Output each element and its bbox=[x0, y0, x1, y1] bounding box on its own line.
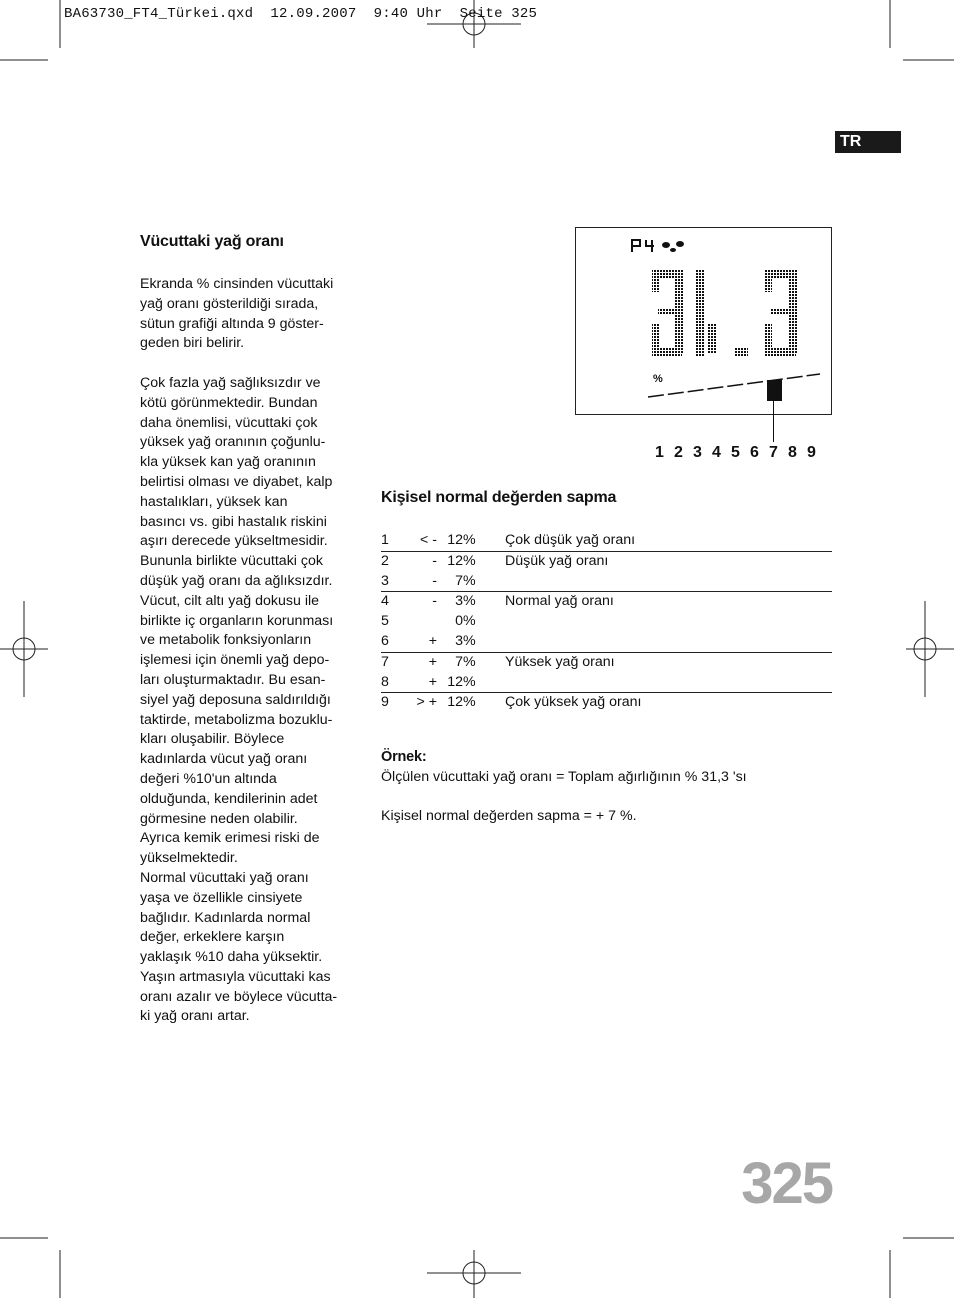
row-percent: % bbox=[463, 532, 476, 548]
row-label bbox=[505, 572, 832, 592]
row-value: 12 bbox=[437, 551, 463, 571]
example-line-deviation: Kişisel normal değerden sapma = + 7 %. bbox=[381, 808, 637, 825]
row-index: 6 bbox=[381, 632, 389, 649]
row-index: 4 bbox=[381, 592, 413, 612]
row-value: 3 bbox=[437, 592, 463, 612]
unit-label: % bbox=[653, 373, 663, 385]
table-row bbox=[381, 592, 832, 612]
row-index: 2 bbox=[381, 551, 413, 571]
language-tab: TR bbox=[835, 131, 901, 153]
row-percent: % bbox=[463, 693, 505, 713]
row-percent: % bbox=[463, 613, 476, 630]
file-slug-header: BA63730_FT4_Türkei.qxd 12.09.2007 9:40 Uhr Seite 325 bbox=[64, 6, 538, 22]
row-sign: - bbox=[413, 592, 437, 612]
row-label bbox=[505, 632, 832, 652]
left-column-text bbox=[140, 275, 355, 1027]
example-block bbox=[381, 748, 841, 827]
segment-number: 4 bbox=[712, 444, 721, 461]
section-heading-deviation: Kişisel normal değerden sapma bbox=[381, 489, 617, 506]
row-percent: % bbox=[463, 572, 476, 589]
pointer-line bbox=[773, 400, 774, 442]
row-label: Normal yağ oranı bbox=[505, 592, 832, 612]
segment-number: 3 bbox=[693, 444, 702, 461]
reading-digits bbox=[652, 270, 797, 356]
row-percent: % bbox=[463, 592, 505, 612]
page-number: 325 bbox=[741, 1151, 832, 1216]
table-row bbox=[381, 572, 832, 592]
row-value: 7 bbox=[455, 572, 463, 589]
row-sign: < - bbox=[420, 532, 437, 548]
row-index: 3 bbox=[381, 572, 389, 589]
row-index: 8 bbox=[381, 673, 389, 690]
table-row bbox=[381, 632, 832, 652]
active-segment-bar bbox=[767, 380, 782, 401]
paragraph-normal: Normal vücuttaki yağ oranı yaşa ve özellikle cinsiyete bağlıdır. Kadınlarda normal değer, erkeklere karşın yaklaşık %10 daha yüksektir. Yaşın artmasıyla vücuttaki kas oranı azalır ve böylece vücutta- ki yağ oranı artar. bbox=[140, 869, 338, 1025]
row-value: 7 bbox=[437, 652, 463, 672]
row-percent: % bbox=[463, 551, 505, 571]
row-sign: - bbox=[413, 551, 437, 571]
paragraph-health: Çok fazla yağ sağlıksızdır ve kötü görünmektedir. Bundan daha önemlisi, vücuttaki çok yüksek yağ oranının çoğunlu- kla yüksek kan yağ oranının belirtisi olması ve diyabet, kalp hastalıkları, yüksek kan basıncı vs. gibi hastalık riskini aşırı derecede yükseltmesidir. Bununla birlikte vücuttaki çok düşük yağ oranı da ağlıksızdır. Vücut, cilt altı yağ dokusu ile birlikte iç organların korunması ve metabolik fonksiyonların işlemesi için önemli yağ depo- ları oluşturmaktadır. Bu esan- siyel yağ deposuna saldırıldığı taktirde, metabolizma bozuklu- kları oluşabilir. Böylece kadınlarda vücut yağ oranı değeri %10'un altında olduğunda, kendilerinin adet görmesine neden olabilir. Ayrıca kemik erimesi riski de yükselmektedir. bbox=[140, 374, 334, 867]
segment-number: 7 bbox=[769, 444, 778, 461]
segment-number: 2 bbox=[674, 444, 683, 461]
table-row bbox=[381, 673, 832, 693]
example-line-measured: Ölçülen vücuttaki yağ oranı = Toplam ağırlığının % 31,3 'sı bbox=[381, 768, 747, 785]
segment-number: 8 bbox=[788, 444, 797, 461]
row-value: 12 bbox=[447, 532, 463, 548]
example-heading: Örnek: bbox=[381, 749, 427, 765]
segment-number: 9 bbox=[807, 444, 816, 461]
segment-number: 6 bbox=[750, 444, 759, 461]
segment-baseline bbox=[648, 374, 820, 397]
row-label bbox=[505, 673, 832, 693]
table-row bbox=[381, 693, 832, 713]
row-label bbox=[505, 612, 832, 632]
table-row bbox=[381, 551, 832, 571]
spacer bbox=[381, 788, 841, 808]
segment-number: 5 bbox=[731, 444, 740, 461]
row-sign: + bbox=[413, 652, 437, 672]
user-code-p4 bbox=[632, 240, 654, 252]
row-value: 12 bbox=[447, 673, 463, 690]
row-index: 5 bbox=[381, 613, 389, 630]
segment-numbers bbox=[655, 444, 826, 462]
deviation-table bbox=[381, 531, 832, 713]
segment-number: 1 bbox=[655, 444, 664, 461]
row-index: 9 bbox=[381, 693, 413, 713]
row-sign: + bbox=[428, 673, 437, 690]
row-label: Çok yüksek yağ oranı bbox=[505, 693, 832, 713]
section-heading-fat-ratio: Vücuttaki yağ oranı bbox=[140, 233, 284, 250]
row-index: 7 bbox=[381, 652, 413, 672]
lcd-illustration bbox=[576, 228, 831, 414]
person-icon bbox=[662, 241, 684, 252]
row-index: 1 bbox=[381, 532, 389, 548]
row-sign: > + bbox=[413, 693, 437, 713]
row-sign: - bbox=[432, 572, 437, 589]
table-row bbox=[381, 531, 832, 551]
table-row bbox=[381, 612, 832, 632]
row-label: Çok düşük yağ oranı bbox=[505, 532, 636, 548]
row-sign: + bbox=[428, 632, 437, 649]
row-value: 12 bbox=[437, 693, 463, 713]
row-sign bbox=[413, 612, 437, 632]
row-label: Düşük yağ oranı bbox=[505, 551, 832, 571]
row-value: 0 bbox=[455, 613, 463, 630]
row-percent: % bbox=[463, 673, 476, 690]
table-row bbox=[381, 652, 832, 672]
row-percent: % bbox=[463, 652, 505, 672]
scale-display bbox=[575, 227, 832, 415]
row-value: 3 bbox=[455, 632, 463, 649]
row-label: Yüksek yağ oranı bbox=[505, 652, 832, 672]
paragraph-intro: Ekranda % cinsinden vücuttaki yağ oranı gösterildiği sırada, sütun grafiği altında 9 göster- geden biri belirir. bbox=[140, 276, 334, 352]
row-percent: % bbox=[463, 632, 476, 649]
